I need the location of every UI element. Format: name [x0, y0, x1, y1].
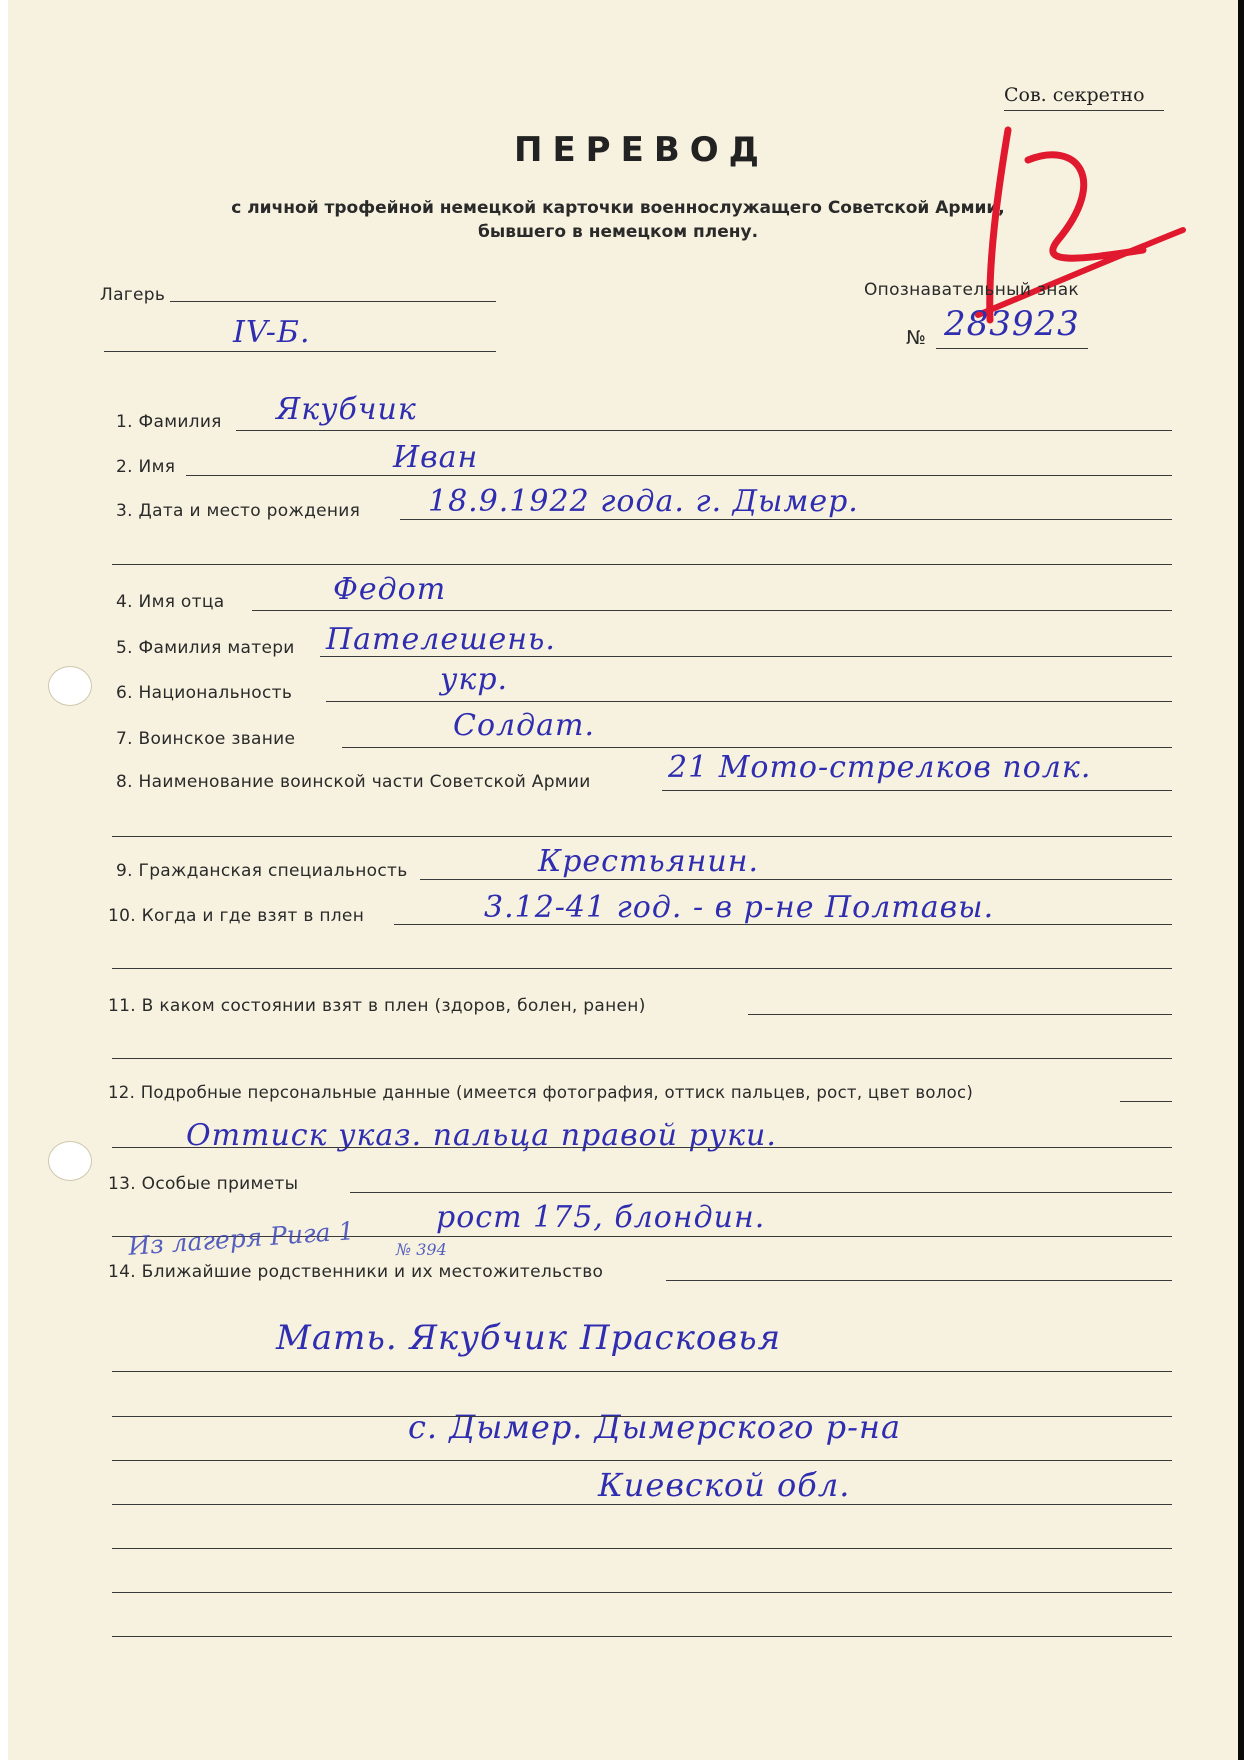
id-tag-prefix: №: [906, 327, 927, 349]
relatives-rule-2: [112, 1416, 1172, 1417]
relatives-rule-1: [112, 1371, 1172, 1372]
document-title: ПЕРЕВОД: [514, 130, 769, 170]
camp-rule-2: [104, 351, 496, 352]
field-14-label: 14. Ближайшие родственники и их местожительство: [108, 1262, 604, 1282]
camp-value: IV-Б.: [233, 315, 311, 350]
field-8-rule: [662, 790, 1172, 791]
relatives-line1: Мать. Якубчик Прасковья: [276, 1318, 782, 1358]
pencil-note: Из лагеря Рига 1: [127, 1216, 356, 1261]
field-2-rule: [186, 475, 1172, 476]
field-8-label: 8. Наименование воинской части Советской Армии: [116, 772, 591, 792]
field-6-rule: [326, 701, 1172, 702]
field-12-value: Оттиск указ. пальца правой руки.: [186, 1118, 777, 1153]
field-10-rule-2: [112, 968, 1172, 969]
field-12-rule: [1120, 1101, 1172, 1102]
camp-rule: [170, 301, 496, 302]
field-1-label: 1. Фамилия: [116, 412, 222, 432]
field-11-rule-2: [112, 1058, 1172, 1059]
field-13-label: 13. Особые приметы: [108, 1174, 299, 1194]
field-3-rule-2: [112, 564, 1172, 565]
field-4-label: 4. Имя отца: [116, 592, 225, 612]
field-5-value: Пателешень.: [326, 622, 556, 657]
field-10-value: 3.12-41 год. - в р-не Полтавы.: [484, 890, 995, 925]
document-page: [8, 0, 1244, 1760]
field-4-rule: [252, 610, 1172, 611]
field-1-rule: [236, 430, 1172, 431]
id-tag-label: Опознавательный знак: [864, 280, 1079, 300]
relatives-rule-7: [112, 1636, 1172, 1637]
field-6-label: 6. Национальность: [116, 683, 293, 703]
secrecy-stamp: Сов. секретно: [1004, 84, 1145, 106]
relatives-rule-5: [112, 1548, 1172, 1549]
relatives-rule-6: [112, 1592, 1172, 1593]
field-14-rule: [666, 1280, 1172, 1281]
field-11-label: 11. В каком состоянии взят в плен (здоров, болен, ранен): [108, 996, 646, 1016]
field-3-label: 3. Дата и место рождения: [116, 501, 361, 521]
field-5-label: 5. Фамилия матери: [116, 638, 295, 658]
field-13-value: рост 175, блондин.: [436, 1200, 766, 1235]
field-6-value: укр.: [440, 662, 509, 697]
field-13-rule: [350, 1192, 1172, 1193]
field-1-value: Якубчик: [276, 392, 417, 427]
field-2-label: 2. Имя: [116, 457, 176, 477]
document-subtitle-line1: с личной трофейной немецкой карточки военнослужащего Советской Армии,: [231, 198, 1005, 218]
field-4-value: Федот: [333, 572, 447, 607]
field-9-value: Крестьянин.: [538, 844, 759, 879]
camp-label: Лагерь: [100, 285, 166, 305]
field-8-value: 21 Мото-стрелков полк.: [668, 750, 1092, 785]
id-tag-rule: [936, 348, 1088, 349]
field-11-rule: [748, 1014, 1172, 1015]
field-10-label: 10. Когда и где взят в плен: [108, 906, 365, 926]
field-9-label: 9. Гражданская специальность: [116, 861, 408, 881]
field-2-value: Иван: [393, 440, 479, 475]
relatives-rule-3: [112, 1460, 1172, 1461]
field-7-rule: [342, 747, 1172, 748]
field-8-rule-2: [112, 836, 1172, 837]
field-3-value: 18.9.1922 года. г. Дымер.: [428, 484, 859, 519]
id-tag-value: 283923: [944, 304, 1080, 344]
punch-hole-top: [48, 666, 92, 706]
field-9-rule: [420, 879, 1172, 880]
field-3-rule: [400, 519, 1172, 520]
field-12-label: 12. Подробные персональные данные (имеется фотография, оттиск пальцев, рост, цвет волос): [108, 1083, 974, 1102]
document-subtitle-line2: бывшего в немецком плену.: [477, 222, 759, 242]
relatives-line3: Киевской обл.: [598, 1466, 851, 1504]
field-12-rule-2: [112, 1147, 1172, 1148]
relatives-rule-4: [112, 1504, 1172, 1505]
relatives-line2: с. Дымер. Дымерского р-на: [408, 1408, 902, 1446]
pencil-note-number: № 394: [396, 1240, 447, 1259]
punch-hole-bottom: [48, 1141, 92, 1181]
field-7-label: 7. Воинское звание: [116, 729, 296, 749]
field-7-value: Солдат.: [453, 708, 595, 743]
